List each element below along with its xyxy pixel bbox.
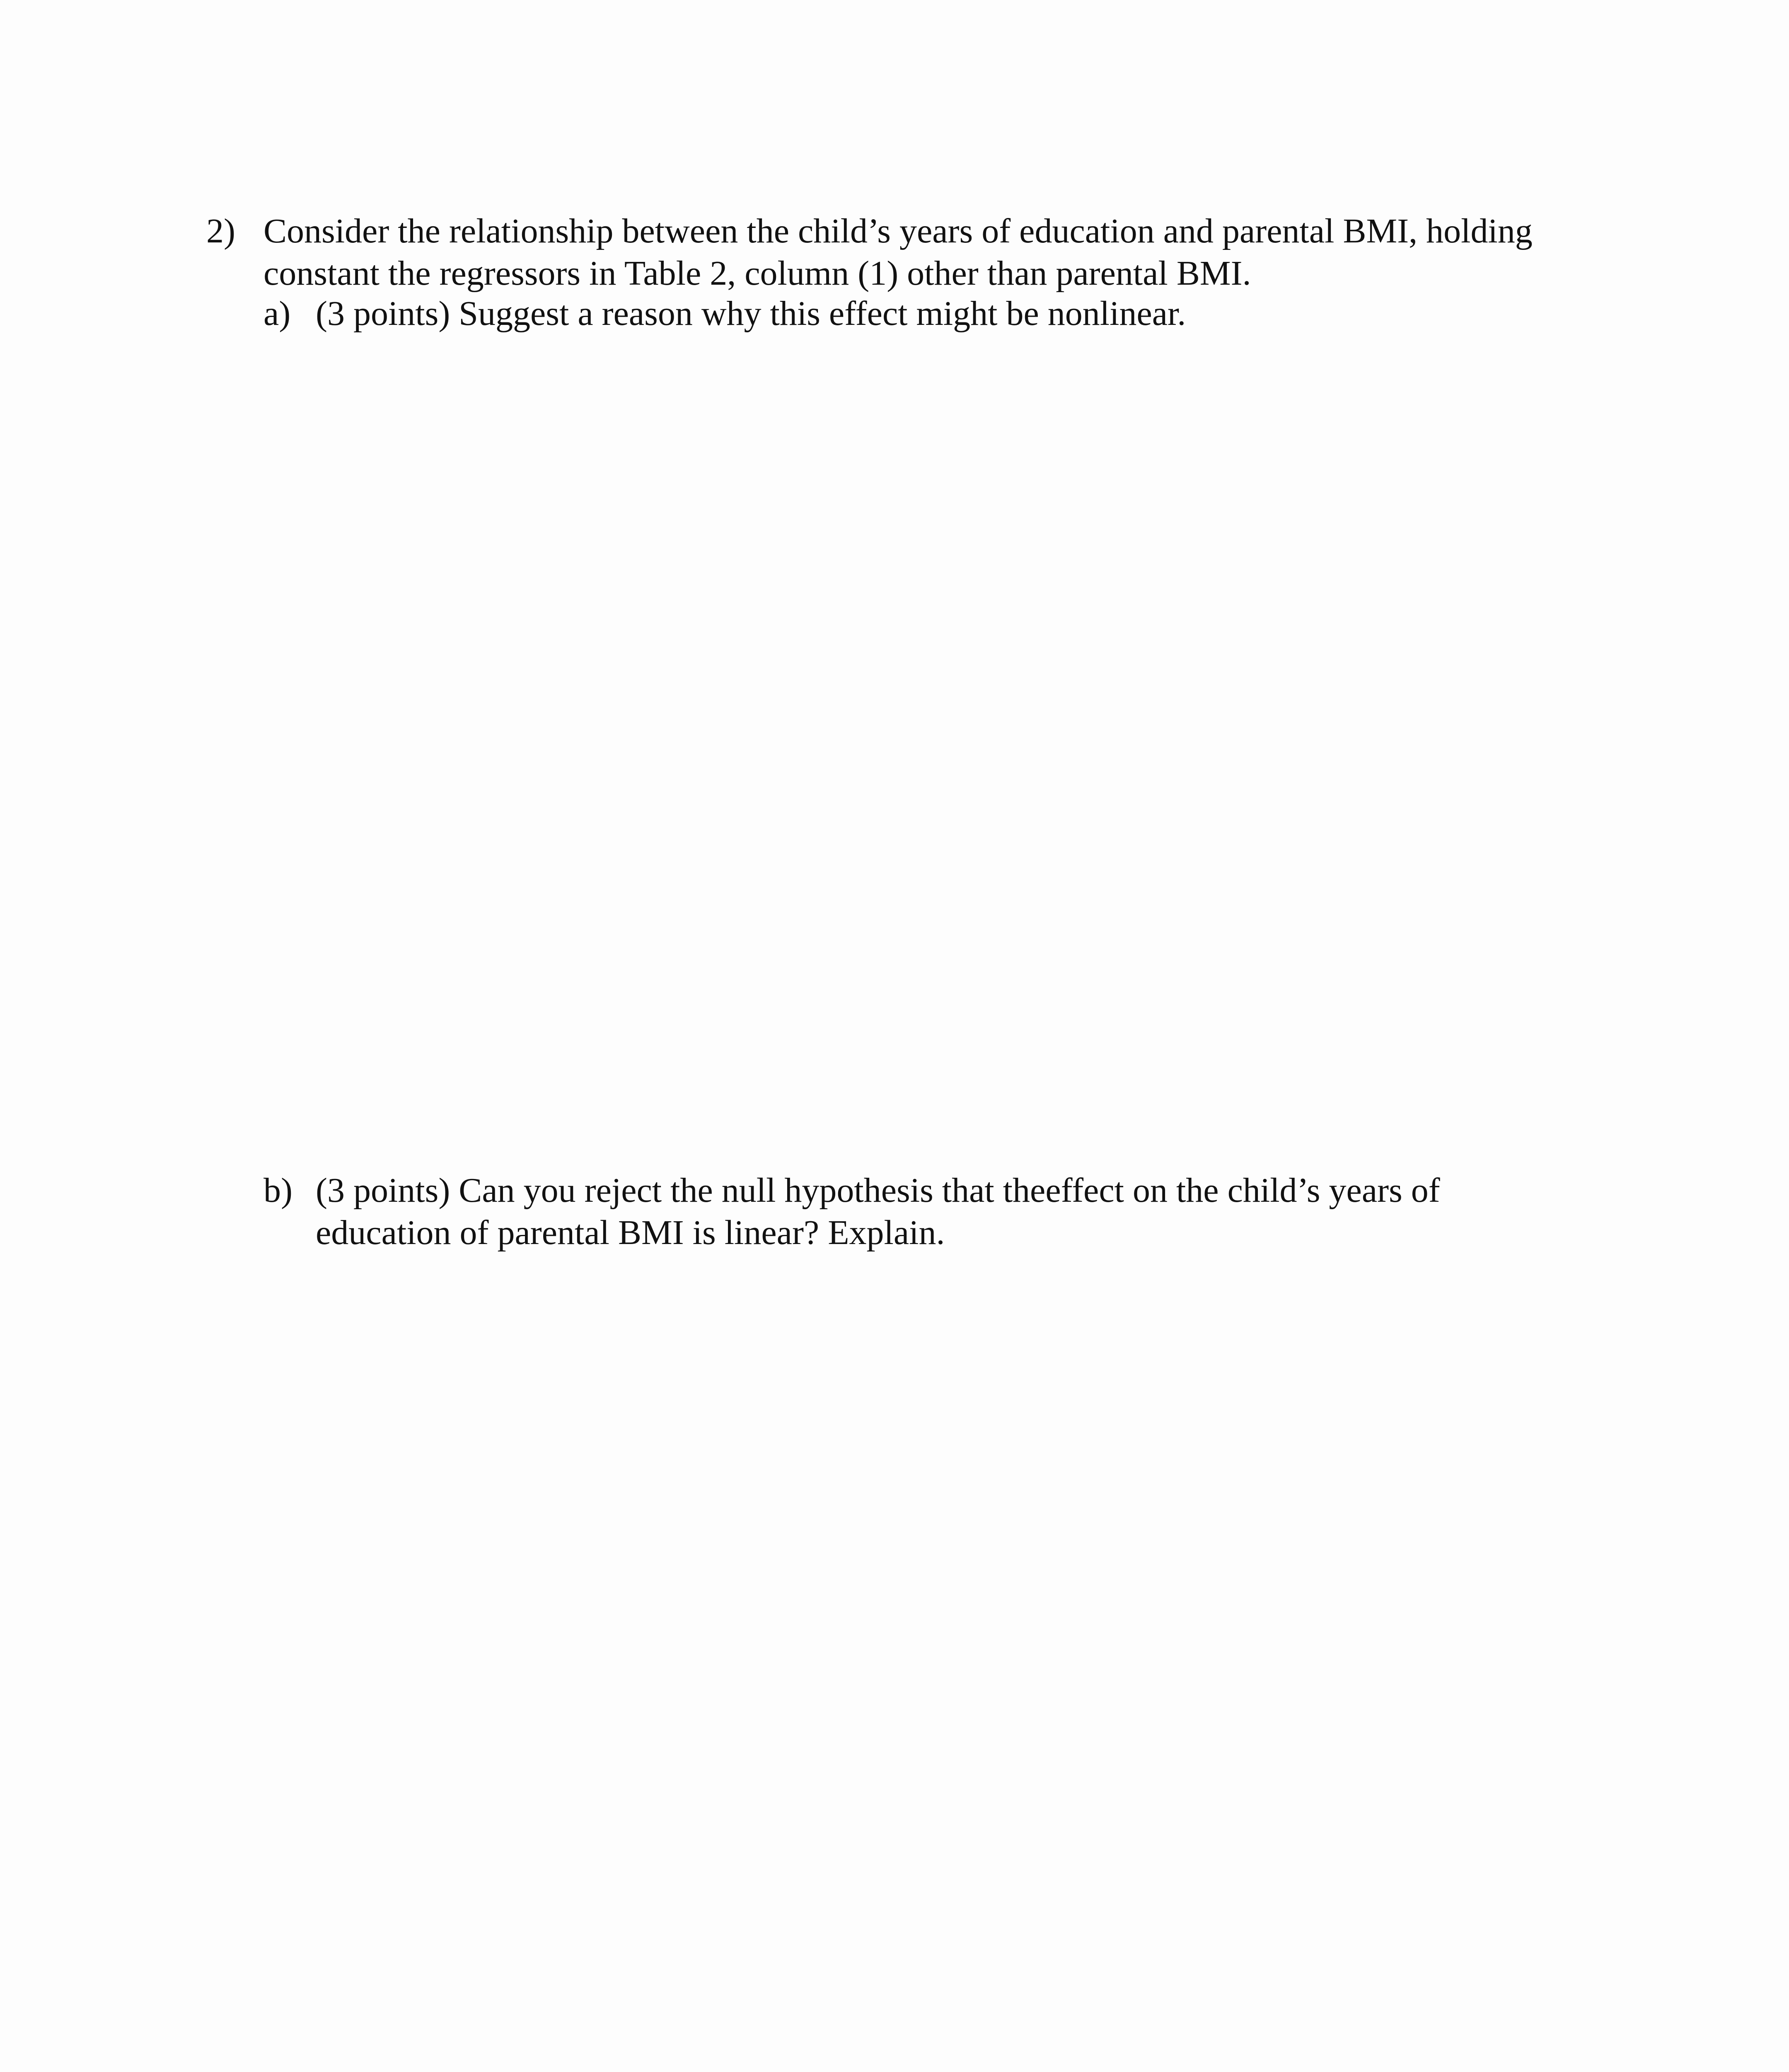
question-stem-line-1: Consider the relationship between the child’s years of education and parental BMI, holding	[264, 212, 1533, 250]
question-stem-line-2: constant the regressors in Table 2, column (1) other than parental BMI.	[264, 254, 1251, 293]
question-number: 2)	[206, 212, 235, 250]
part-a-label: a)	[264, 294, 291, 333]
part-b-text-line-1: (3 points) Can you reject the null hypothesis that theeffect on the child’s years of	[316, 1171, 1440, 1210]
part-a-text: (3 points) Suggest a reason why this effect might be nonlinear.	[316, 294, 1186, 333]
part-b-text-line-2: education of parental BMI is linear? Explain.	[316, 1213, 945, 1252]
part-b-label: b)	[264, 1171, 293, 1210]
